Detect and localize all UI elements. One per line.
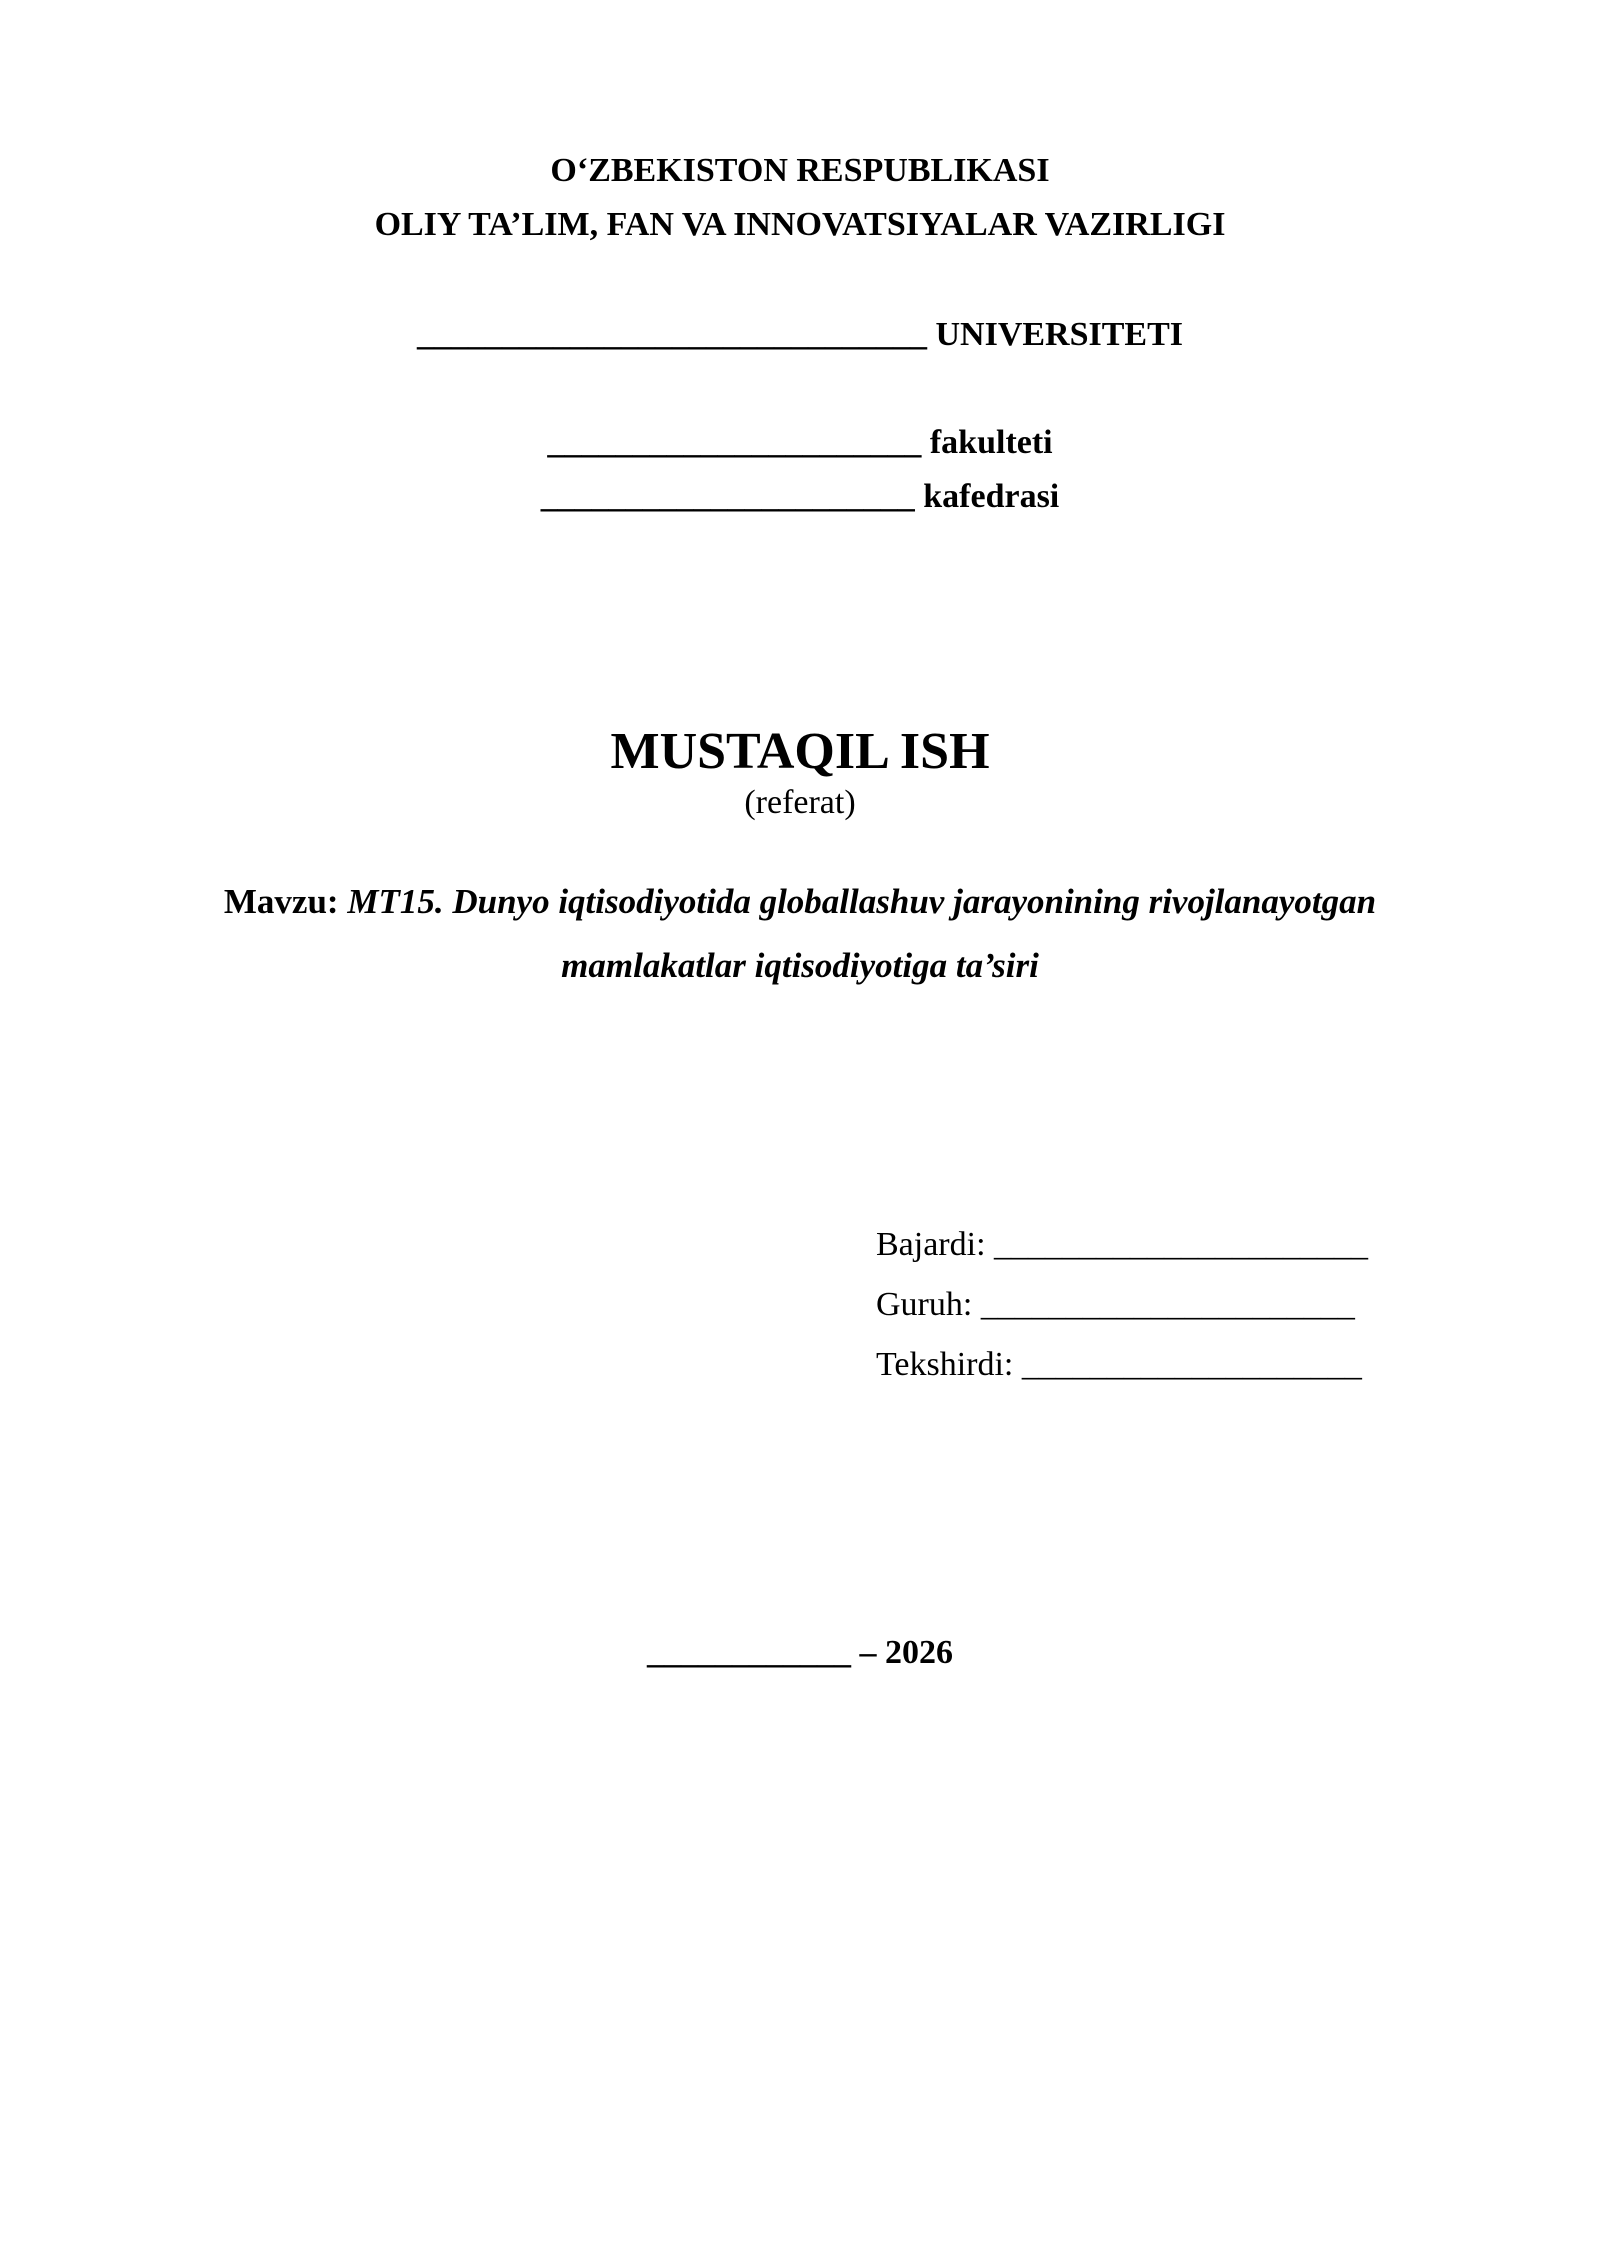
header-ministry-country: O‘ZBEKISTON RESPUBLIKASI [550,152,1050,189]
document-title: MUSTAQIL ISH [610,723,990,780]
topic-line-1 [0,882,1600,922]
department-line: ______________________ kafedrasi [540,478,1060,515]
checked-by-line: Tekshirdi: ____________________ [876,1346,1362,1383]
document-subtitle: (referat) [744,784,856,821]
topic-text-2: mamlakatlar iqtisodiyotiga ta’siri [561,946,1039,985]
topic-text-1: MT15. Dunyo iqtisodiyotida globallashuv jarayonining rivojlanayotgan [347,882,1377,921]
group-line: Guruh: ______________________ [876,1286,1355,1323]
place-year-line: ____________ – 2026 [647,1634,953,1671]
performed-by-line: Bajardi: ______________________ [876,1226,1369,1263]
topic-line-2 [0,946,1600,986]
topic-label: Mavzu: [223,882,339,921]
faculty-line: ______________________ fakulteti [547,424,1053,461]
university-name-line: ______________________________ UNIVERSITETI [416,316,1184,353]
header-ministry-name: OLIY TA’LIM, FAN VA INNOVATSIYALAR VAZIRLIGI [374,206,1226,243]
